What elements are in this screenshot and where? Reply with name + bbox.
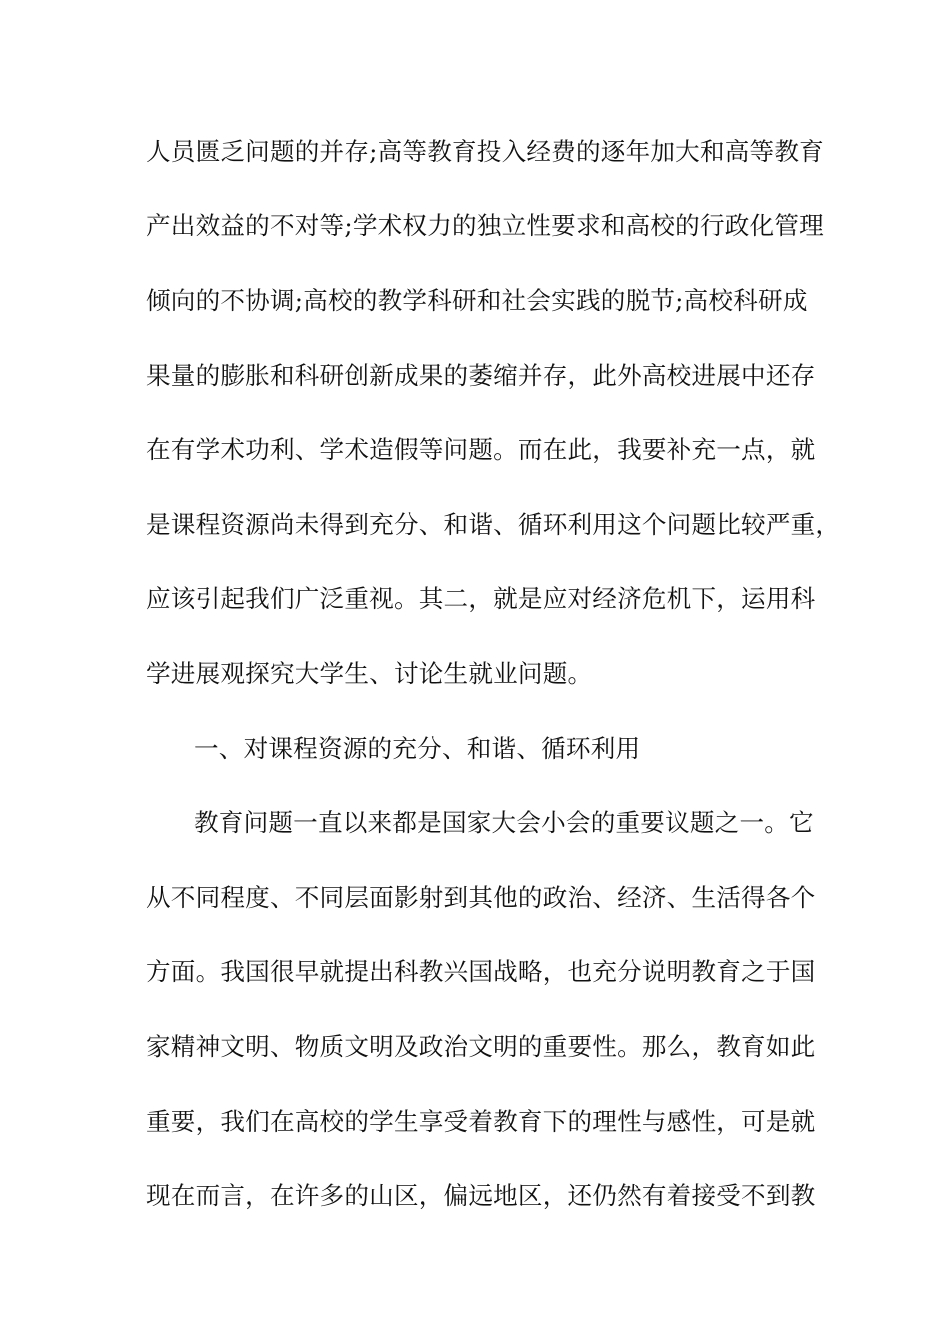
paragraph-line: 从不同程度、不同层面影射到其他的政治、经济、生活得各个 <box>146 883 816 912</box>
paragraph-line: 学进展观探究大学生、讨论生就业问题。 <box>146 659 593 688</box>
paragraph-line: 果量的膨胀和科研创新成果的萎缩并存，此外高校进展中还存 <box>146 361 816 390</box>
paragraph-line: 人员匮乏问题的并存;高等教育投入经费的逐年加大和高等教育 <box>146 137 824 166</box>
paragraph-line: 重要，我们在高校的学生享受着教育下的理性与感性，可是就 <box>146 1107 816 1136</box>
paragraph-line: 现在而言，在许多的山区，偏远地区，还仍然有着接受不到教 <box>146 1181 816 1210</box>
paragraph-line: 是课程资源尚未得到充分、和谐、循环利用这个问题比较严重， <box>146 510 841 539</box>
section-heading: 一、对课程资源的充分、和谐、循环利用 <box>194 734 641 763</box>
paragraph-line: 应该引起我们广泛重视。其二，就是应对经济危机下，运用科 <box>146 584 816 613</box>
paragraph-line: 方面。我国很早就提出科教兴国战略，也充分说明教育之于国 <box>146 957 816 986</box>
paragraph-line: 倾向的不协调;高校的教学科研和社会实践的脱节;高校科研成 <box>146 286 808 315</box>
paragraph-line: 产出效益的不对等;学术权力的独立性要求和高校的行政化管理 <box>146 211 824 240</box>
paragraph-line: 家精神文明、物质文明及政治文明的重要性。那么，教育如此 <box>146 1032 816 1061</box>
paragraph-line: 教育问题一直以来都是国家大会小会的重要议题之一。它 <box>194 808 814 837</box>
paragraph-line: 在有学术功利、学术造假等问题。而在此，我要补充一点，就 <box>146 435 816 464</box>
